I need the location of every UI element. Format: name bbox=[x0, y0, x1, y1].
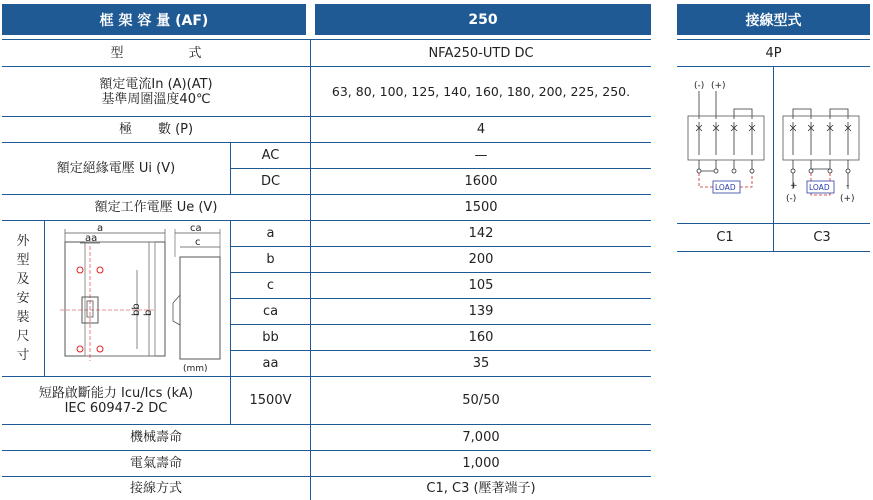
dim-value-bb: 160 bbox=[468, 330, 494, 345]
af-value-header: 250 bbox=[315, 4, 651, 35]
c3-label: C3 bbox=[813, 230, 831, 245]
c1-wiring-diagram bbox=[678, 67, 773, 223]
insulation-dc-label: DC bbox=[260, 174, 281, 189]
dim-value-a: 142 bbox=[468, 226, 494, 241]
dim-b-text: b bbox=[143, 309, 154, 316]
dim-value-c: 105 bbox=[468, 278, 494, 293]
dim-key-bb: bb bbox=[262, 330, 279, 345]
mechanical-life-label: 機械壽命 bbox=[129, 430, 182, 445]
c3-minus-sign: - bbox=[846, 181, 850, 191]
c3-minus-label: (-) bbox=[786, 194, 797, 204]
breaking-label bbox=[2, 377, 230, 424]
dim-key-aa: aa bbox=[262, 356, 279, 371]
dimensions-label: 外 型 及 安 裝 尺 寸 bbox=[16, 234, 30, 363]
connection-type-header: 接線型式 bbox=[677, 4, 870, 35]
c3-wiring-diagram bbox=[774, 67, 870, 223]
insulation-label: 額定絕緣電壓 Ui (V) bbox=[56, 161, 176, 176]
dim-value-aa: 35 bbox=[472, 356, 490, 371]
connection-value: C1, C3 (壓著端子) bbox=[426, 481, 536, 496]
c3-plus-label: (+) bbox=[840, 194, 855, 204]
poles-label: 極 數 (P) bbox=[118, 122, 194, 137]
poles-value: 4 bbox=[476, 122, 486, 137]
dimension-drawing bbox=[45, 221, 230, 376]
breaking-voltage: 1500V bbox=[249, 393, 292, 408]
rated-current-label-line2: 基準周圍溫度40℃ bbox=[101, 91, 211, 107]
breaking-value: 50/50 bbox=[462, 393, 500, 408]
dim-unit-text: (mm) bbox=[183, 364, 208, 374]
dim-key-b: b bbox=[266, 252, 275, 267]
rated-current-value: 63, 80, 100, 125, 140, 160, 180, 200, 225, 250. bbox=[331, 84, 631, 99]
dim-key-c: c bbox=[266, 278, 275, 293]
dim-aa-text: aa bbox=[85, 233, 98, 244]
electrical-life-label: 電氣壽命 bbox=[129, 456, 182, 471]
breaking-label-line2: IEC 60947-2 DC bbox=[64, 400, 168, 416]
c3-plus-sign: + bbox=[790, 181, 798, 191]
insulation-ac-value: — bbox=[474, 148, 488, 163]
electrical-life-value: 1,000 bbox=[462, 456, 500, 471]
connection-label: 接線方式 bbox=[129, 481, 182, 496]
insulation-ac-label: AC bbox=[261, 148, 280, 163]
c1-plus-label: (+) bbox=[711, 81, 726, 91]
dim-value-ca: 139 bbox=[468, 304, 494, 319]
dim-key-ca: ca bbox=[262, 304, 279, 319]
dim-value-b: 200 bbox=[468, 252, 494, 267]
c1-load-label: LOAD bbox=[715, 183, 736, 192]
rated-current-label bbox=[2, 67, 310, 116]
dim-bb-text: bb bbox=[131, 303, 142, 316]
right-poles: 4P bbox=[765, 45, 782, 61]
rated-current-label-line1: 額定電流In (A)(AT) bbox=[99, 76, 213, 92]
dim-a-text: a bbox=[97, 223, 104, 234]
af-header: 框 架 容 量 (AF) bbox=[2, 4, 306, 35]
dim-ca-text: ca bbox=[190, 223, 202, 234]
c3-load-label: LOAD bbox=[809, 183, 830, 192]
breaking-label-line1: 短路啟斷能力 Icu/Ics (kA) bbox=[38, 385, 194, 401]
mechanical-life-value: 7,000 bbox=[462, 430, 500, 445]
working-voltage-value: 1500 bbox=[464, 200, 498, 215]
c1-minus-label: (-) bbox=[694, 81, 705, 91]
model-value: NFA250-UTD DC bbox=[428, 45, 534, 61]
working-voltage-label: 額定工作電壓 Ue (V) bbox=[94, 200, 218, 215]
model-label: 型 式 bbox=[110, 45, 202, 61]
insulation-dc-value: 1600 bbox=[464, 174, 498, 189]
c1-label: C1 bbox=[716, 230, 734, 245]
dim-c-text: c bbox=[195, 237, 201, 248]
dim-key-a: a bbox=[266, 226, 275, 241]
